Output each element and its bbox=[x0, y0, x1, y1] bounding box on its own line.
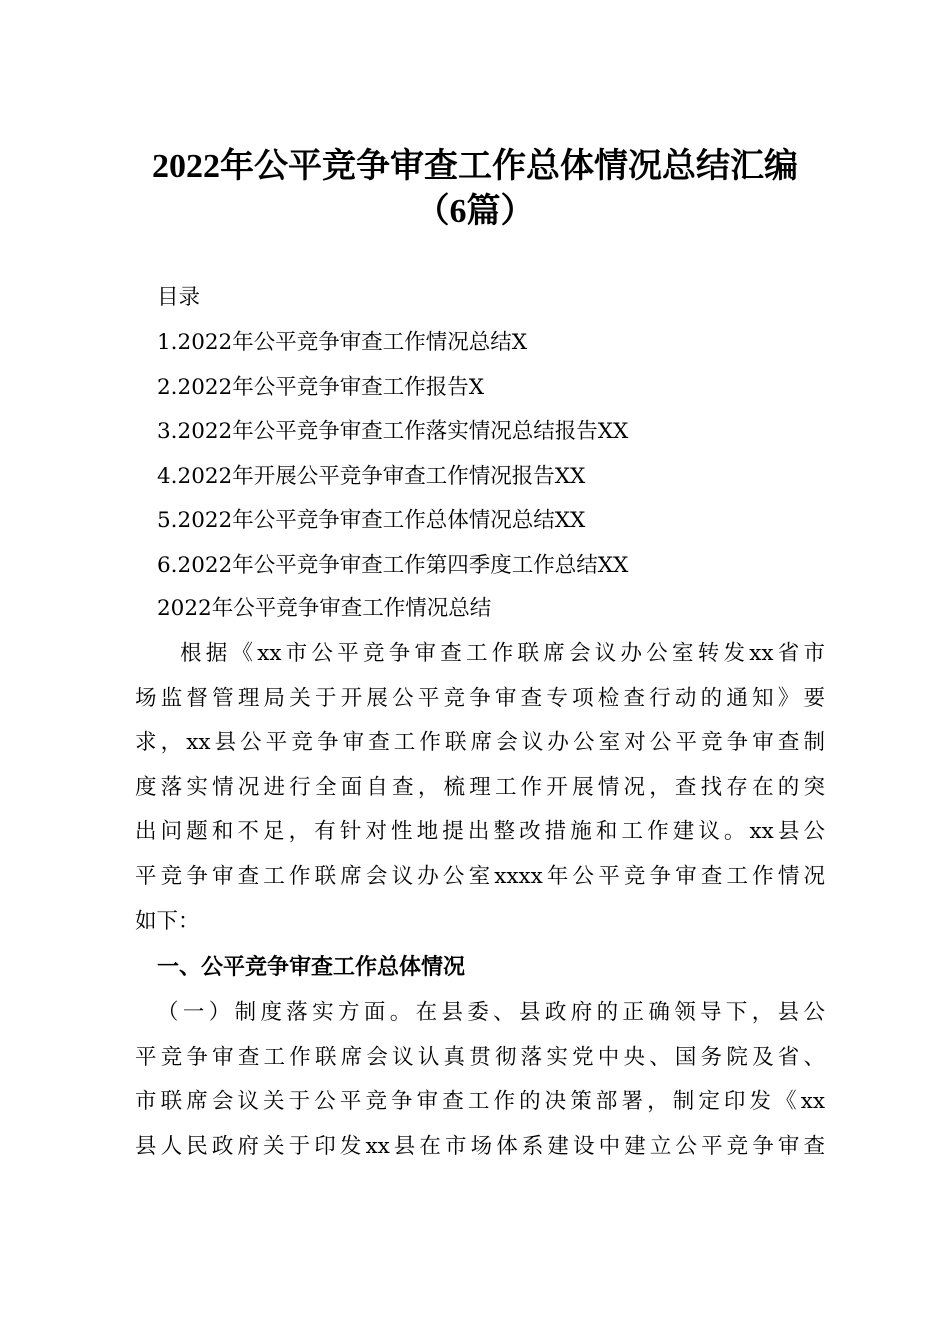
toc-item[interactable]: 2.2022年公平竞争审查工作报告X bbox=[157, 374, 485, 400]
paragraph-line: 场监督管理局关于开展公平竞争审查专项检查行动的通知》要 bbox=[135, 685, 825, 711]
paragraph-line: 如下： bbox=[135, 908, 200, 934]
toc-item[interactable]: 6.2022年公平竞争审查工作第四季度工作总结XX bbox=[157, 552, 629, 578]
paragraph-line: 市联席会议关于公平竞争审查工作的决策部署，制定印发《xx bbox=[135, 1089, 825, 1115]
paragraph-line: 求，xx县公平竞争审查工作联席会议办公室对公平竞争审查制 bbox=[135, 730, 825, 756]
paragraph-line: 出问题和不足，有针对性地提出整改措施和工作建议。xx县公 bbox=[135, 819, 825, 845]
article-heading: 2022年公平竞争审查工作情况总结 bbox=[157, 596, 492, 621]
document-title: 2022年公平竞争审查工作总体情况总结汇编 bbox=[152, 148, 798, 185]
toc-heading: 目录 bbox=[157, 285, 201, 310]
paragraph-line: 度落实情况进行全面自查，梳理工作开展情况，查找存在的突 bbox=[135, 774, 825, 800]
paragraph-line: 平竞争审查工作联席会议办公室xxxx年公平竞争审查工作情况 bbox=[135, 864, 825, 889]
section-heading: 一、公平竞争审查工作总体情况 bbox=[157, 955, 466, 980]
toc-item[interactable]: 1.2022年公平竞争审查工作情况总结X bbox=[157, 330, 528, 355]
toc-item[interactable]: 3.2022年公平竞争审查工作落实情况总结报告XX bbox=[157, 419, 629, 444]
paragraph-line: （一）制度落实方面。在县委、县政府的正确领导下，县公 bbox=[157, 1000, 825, 1025]
toc-item[interactable]: 5.2022年公平竞争审查工作总体情况总结XX bbox=[157, 508, 586, 533]
toc-item[interactable]: 4.2022年开展公平竞争审查工作情况报告XX bbox=[157, 463, 586, 489]
paragraph-line: 平竞争审查工作联席会议认真贯彻落实党中央、国务院及省、 bbox=[135, 1044, 825, 1070]
paragraph-line: 根据《xx市公平竞争审查工作联席会议办公室转发xx省市 bbox=[180, 641, 825, 666]
document-title-count: （6篇） bbox=[415, 193, 535, 230]
paragraph-line: 县人民政府关于印发xx县在市场体系建设中建立公平竞争审查 bbox=[135, 1133, 825, 1159]
